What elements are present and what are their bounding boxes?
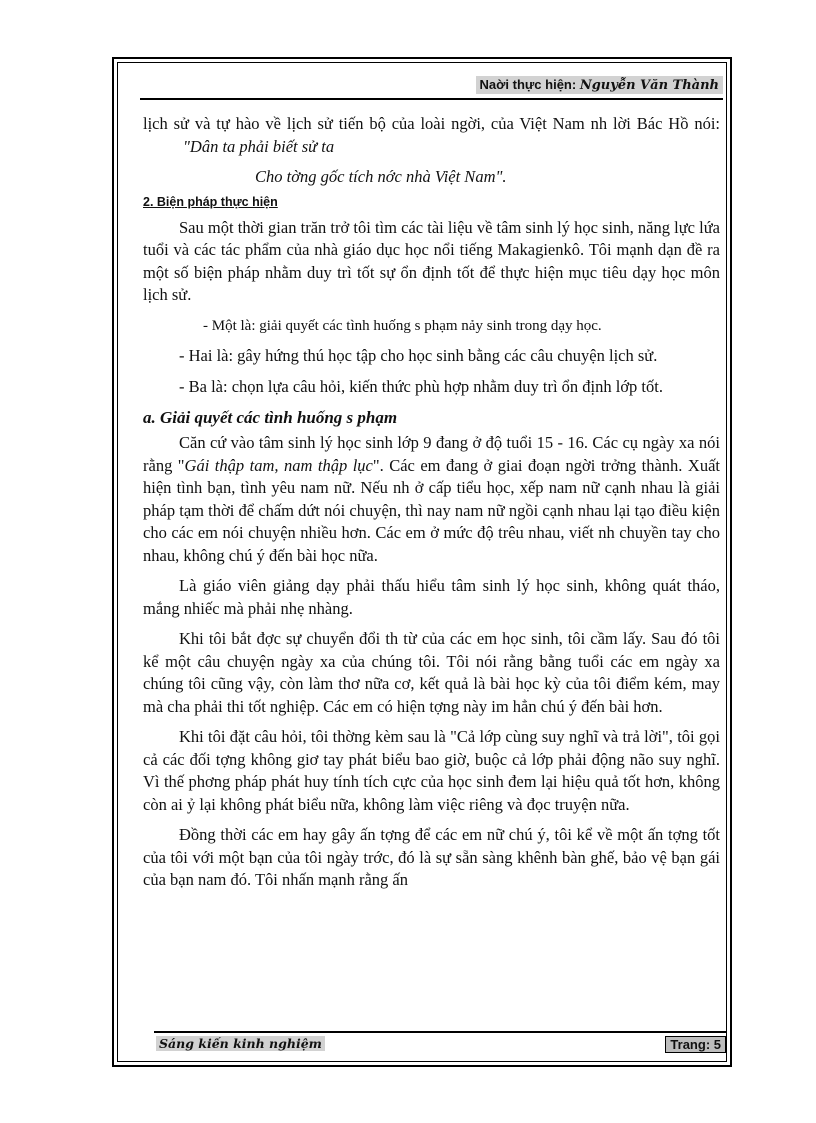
- paragraph-1-start: Căn cứ vào tâm sinh lý học sinh lớp 9 đang ở độ tuổi 15 - 16. Các cụ ngày xa nói rằng ": [143, 433, 720, 475]
- paragraph-5: Đồng thời các em hay gây ấn tợng để các em nữ chú ý, tôi kể về một ấn tợng tốt của tôi với một bạn của tôi ngày trớc, đó là sự sẵn sàng khênh bàn ghế, bảo vệ bạn gái của bạn nam đó. Tôi nhấn mạnh rằng ấn: [143, 825, 720, 889]
- paragraph-4: Khi tôi đặt câu hỏi, tôi thờng kèm sau là "Cả lớp cùng suy nghĩ và trả lời", tôi gọi cả các đối tợng không giơ tay phát biểu bao giờ, buộc cả lớp phải động não suy nghĩ. Vì thế phơng pháp phát huy tính tích cực của học sinh đem lại hiệu quả tốt hơn, không còn ai ỷ lại không phát biểu nữa, không làm việc riêng và đọc truyện nữa.: [143, 727, 720, 814]
- list-item-3: - Ba là: chọn lựa câu hỏi, kiến thức phù hợp nhằm duy trì ổn định lớp tốt.: [179, 376, 663, 396]
- quote-line-2: Cho tờng gốc tích nớc nhà Việt Nam".: [255, 167, 507, 186]
- list-item-1: - Một là: giải quyết các tình huống s phạm nảy sinh trong dạy học.: [203, 317, 602, 334]
- intro-text: lịch sử và tự hào về lịch sử tiến bộ của loài ngời, của Việt Nam nh lời Bác Hồ nói:: [143, 114, 720, 133]
- subsection-title: a. Giải quyết các tình huống s phạm: [143, 408, 398, 427]
- header-label: Nаời thực hiện:: [479, 77, 577, 92]
- proverb: Gái thập tam, nam thập lục: [184, 455, 373, 475]
- header-author-box: [476, 76, 723, 94]
- paragraph-3: Khi tôi bắt đợc sự chuyển đổi th từ của các em học sinh, tôi cầm lấy. Sau đó tôi kể một câu chuyện ngày xa của chúng tôi. Tôi nói rằng bằng tuổi các em ngày xa chúng tôi cũng vậy, còn làm thơ nữa cơ, kết quả là bài học kỳ của tôi điểm kém, may mà cha phải thi tốt nghiệp. Các em có hiện tợng này im hẳn chú ý đến bài hơn.: [143, 629, 720, 716]
- page-number: Trang: 5: [665, 1036, 726, 1053]
- section-paragraph: Sau một thời gian trăn trở tôi tìm các tài liệu về tâm sinh lý học sinh, năng lực lứa tuổi và các tác phẩm của nhà giáo dục học nổi tiếng Makagienkô. Tôi mạnh dạn đề ra một số biện pháp nhằm duy trì tốt sự ổn định tốt để thực hiện mục tiêu dạy học môn lịch sử.: [143, 217, 720, 304]
- header-author: Nguyễn Văn Thành: [579, 78, 719, 93]
- page-content: [143, 113, 720, 900]
- intro-line: [143, 113, 720, 158]
- footer-title: Sáng kiến kinh nghiệm: [156, 1036, 325, 1051]
- paragraph-1: [143, 432, 720, 567]
- page-footer: [154, 1031, 726, 1055]
- section-title: 2. Biện pháp thực hiện: [143, 194, 278, 209]
- page-header: [140, 76, 723, 100]
- quote-line-1: "Dân ta phải biết sử ta: [183, 136, 335, 156]
- paragraph-2: Là giáo viên giảng dạy phải thấu hiểu tâm sinh lý học sinh, không quát tháo, mắng nhiếc mà phải nhẹ nhàng.: [143, 576, 720, 618]
- paragraph-1-end: ". Các em đang ở giai đoạn ngời trởng thành. Xuất hiện tình bạn, tình yêu nam nữ. Nếu nh ở cấp tiểu học, xếp nam nữ cạnh nhau là giải pháp tạm thời để chấm dứt nói chuyện, thì nay nam nữ ngồi cạnh nhau lại tạo điều kiện cho các em nói chuyện nhiều hơn. Các em ở mức độ trêu nhau, viết nh chuyền tay cho nhau, không chú ý đến bài học nữa.: [143, 455, 720, 565]
- list-item-2: - Hai là: gây hứng thú học tập cho học sinh bằng các câu chuyện lịch sử.: [179, 346, 658, 365]
